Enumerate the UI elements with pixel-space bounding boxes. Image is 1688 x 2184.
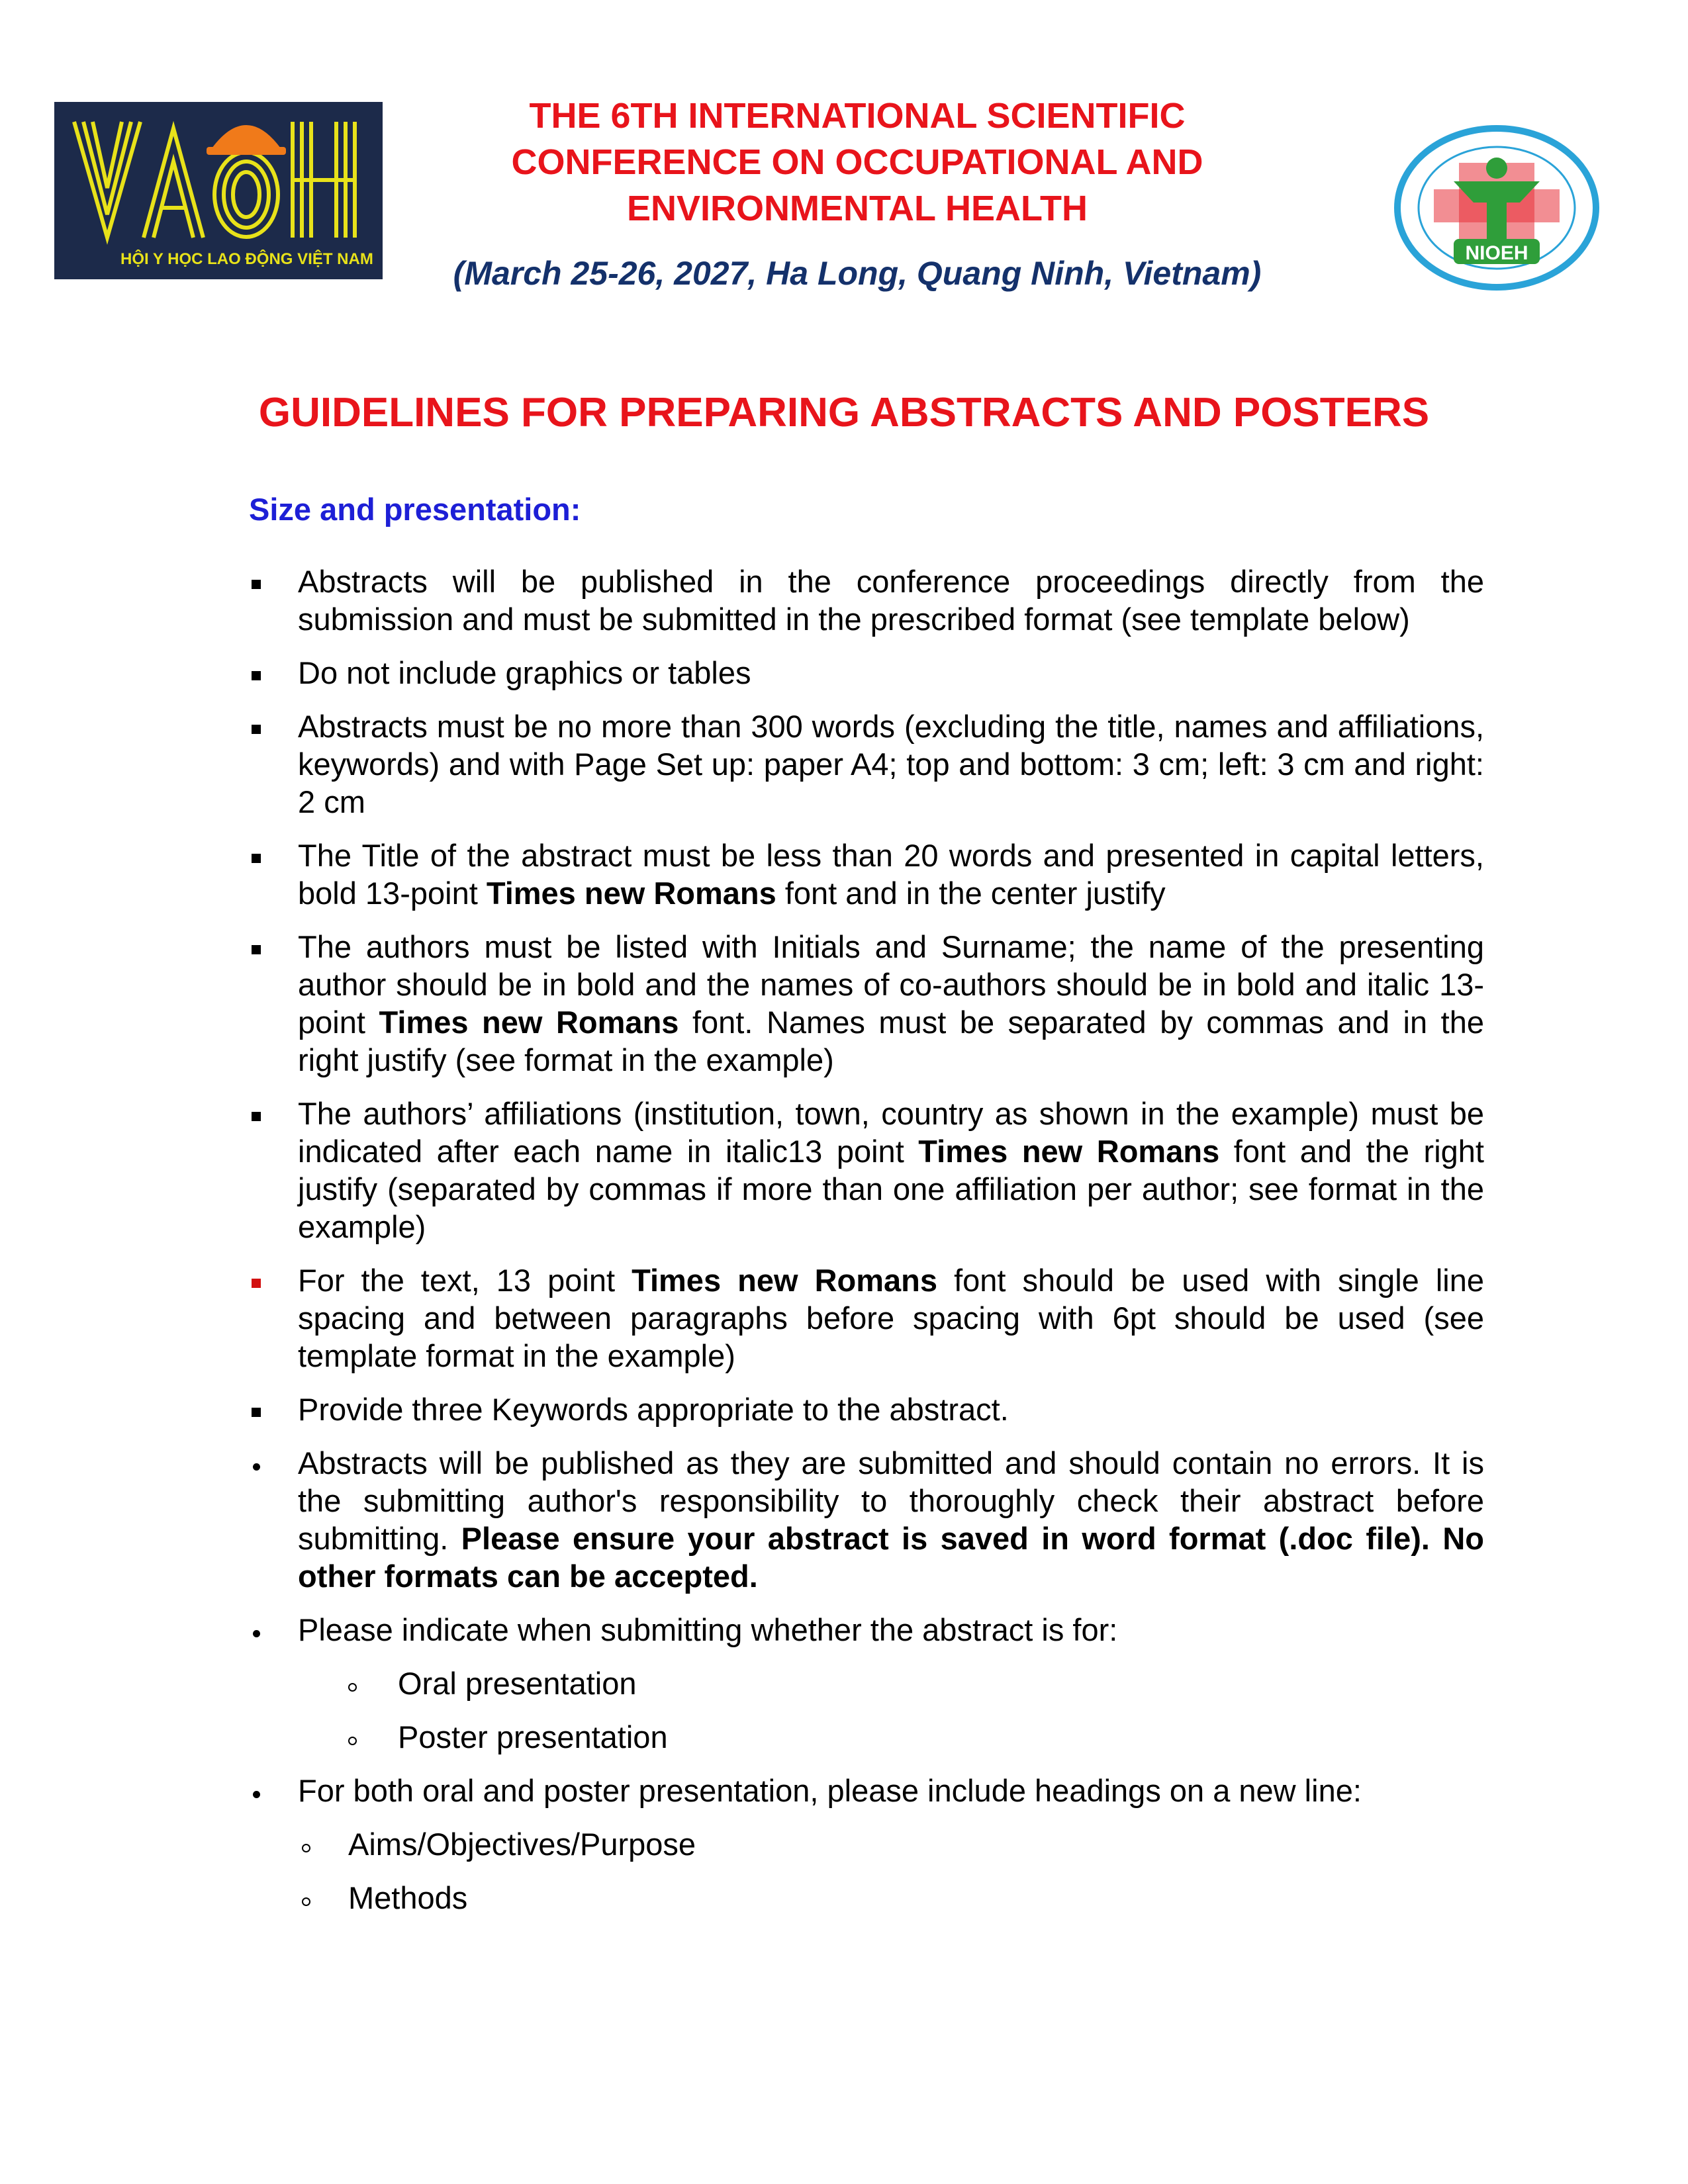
sub-list-item — [249, 1718, 1484, 1756]
vaoh-logo — [54, 102, 383, 279]
list-item — [249, 563, 1484, 638]
format-notice: Please ensure your abstract is saved in word format (.doc file). No other formats can be accepted. — [298, 1521, 1484, 1594]
circle-bullet-icon — [348, 1718, 375, 1756]
list-item-text: The Title of the abstract must be less than 20 words and presented in capital letters, bold 13-point Times new Romans font and in the center justify — [298, 838, 1484, 911]
conference-details: (March 25-26, 2027, Ha Long, Quang Ninh, Vietnam) — [453, 255, 1262, 292]
list-item-text: Abstracts must be no more than 300 words (excluding the title, names and affiliations, keywords) and with Page Set up: paper A4; top and bottom: 3 cm; left: 3 cm and right: 2 cm — [298, 709, 1484, 819]
list-item — [249, 1444, 1484, 1595]
square-bullet-icon — [249, 1095, 275, 1132]
list-item-text: The authors must be listed with Initials and Surname; the name of the presenting author should be in bold and the names of co-authors should be in bold and italic 13-point Times new Romans font. Names must be separated by commas and in the right justify (see format in the example) — [298, 929, 1484, 1077]
list-item-text: Provide three Keywords appropriate to the abstract. — [298, 1392, 1009, 1427]
list-item-text: Do not include graphics or tables — [298, 655, 751, 690]
vaoh-caption: HỘI Y HỌC LAO ĐỘNG VIỆT NAM — [120, 250, 373, 268]
square-bullet-icon — [249, 1390, 275, 1428]
red-square-bullet-icon — [249, 1261, 275, 1299]
list-item-text: Oral presentation — [398, 1666, 637, 1701]
sub-list-item — [249, 1879, 1484, 1917]
sub-list-item — [249, 1664, 1484, 1702]
dot-bullet-icon — [249, 1772, 275, 1809]
list-item-text: For the text, 13 point Times new Romans font should be used with single line spacing and between paragraphs before spacing with 6pt should be used (see template format in the example) — [298, 1263, 1484, 1373]
list-item — [249, 837, 1484, 912]
list-item — [249, 1390, 1484, 1428]
list-item — [249, 1095, 1484, 1246]
section-heading: Size and presentation: — [249, 492, 581, 527]
guidelines-list — [249, 563, 1484, 1933]
list-item — [249, 654, 1484, 692]
font-name: Times new Romans — [918, 1134, 1220, 1169]
list-item-text: Aims/Objectives/Purpose — [348, 1827, 696, 1862]
list-item-text: Abstracts will be published in the conference proceedings directly from the submission and must be submitted in the prescribed format (see template below) — [298, 564, 1484, 637]
list-item-text: Methods — [348, 1880, 468, 1915]
font-name: Times new Romans — [486, 876, 776, 911]
nioeh-logo — [1381, 123, 1613, 293]
circle-bullet-icon — [302, 1879, 328, 1917]
list-item-text: For both oral and poster presentation, please include headings on a new line: — [298, 1773, 1362, 1808]
list-item — [249, 1772, 1484, 1809]
dot-bullet-icon — [249, 1444, 275, 1482]
conference-title: THE 6TH INTERNATIONAL SCIENTIFIC CONFERENCE ON OCCUPATIONAL AND ENVIRONMENTAL HEALTH — [511, 96, 1203, 228]
list-item-text: Please indicate when submitting whether the abstract is for: — [298, 1612, 1118, 1647]
sub-list-item — [249, 1825, 1484, 1863]
list-item-text: Abstracts will be published as they are submitted and should contain no errors. It is the submitting author's responsibility to thoroughly check their abstract before submitting. Please ensure your abstract is saved in word format (.doc file). No other formats can be accepted. — [298, 1445, 1484, 1594]
square-bullet-icon — [249, 837, 275, 874]
square-bullet-icon — [249, 707, 275, 745]
list-item-text: The authors’ affiliations (institution, town, country as shown in the example) must be indicated after each name in italic13 point Times new Romans font and the right justify (separated by commas if more than one affiliation per author; see format in the example) — [298, 1096, 1484, 1244]
document-title: GUIDELINES FOR PREPARING ABSTRACTS AND POSTERS — [258, 390, 1430, 435]
square-bullet-icon — [249, 928, 275, 966]
font-name: Times new Romans — [632, 1263, 938, 1298]
square-bullet-icon — [249, 563, 275, 600]
list-item — [249, 1261, 1484, 1375]
dot-bullet-icon — [249, 1611, 275, 1649]
conference-header — [371, 93, 1344, 293]
circle-bullet-icon — [348, 1664, 375, 1703]
nioeh-letters: NIOEH — [1465, 242, 1528, 264]
list-item — [249, 707, 1484, 821]
square-bullet-icon — [249, 654, 275, 692]
list-item — [249, 928, 1484, 1079]
circle-bullet-icon — [302, 1825, 328, 1864]
list-item-text: Poster presentation — [398, 1719, 668, 1754]
list-item — [249, 1611, 1484, 1649]
font-name: Times new Romans — [379, 1005, 679, 1040]
